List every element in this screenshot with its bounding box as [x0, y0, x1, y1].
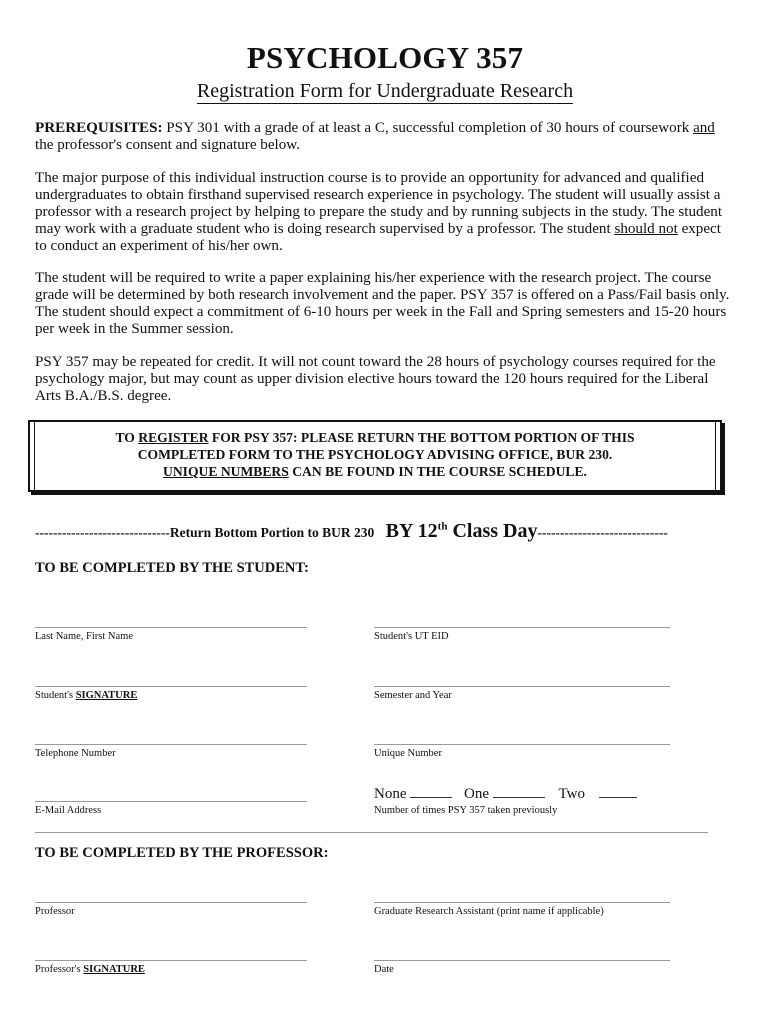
student-section-heading: TO BE COMPLETED BY THE STUDENT: — [35, 560, 309, 576]
times-none-option: None — [374, 786, 407, 802]
semester-year-label: Semester and Year — [374, 690, 452, 701]
times-one-option: One — [464, 786, 489, 802]
professor-name-label: Professor — [35, 906, 75, 917]
telephone-label: Telephone Number — [35, 748, 116, 759]
professor-signature-label: Professor's SIGNATURE — [35, 964, 145, 975]
semester-year-field[interactable] — [374, 686, 670, 701]
times-two-option: Two — [558, 786, 585, 802]
times-two-blank[interactable] — [599, 797, 637, 798]
date-label: Date — [374, 964, 394, 975]
form-title: PSYCHOLOGY 357 — [246, 40, 524, 75]
professor-name-field[interactable] — [35, 902, 307, 917]
times-taken-options — [374, 786, 637, 803]
ut-eid-label: Student's UT EID — [374, 631, 449, 642]
times-none-blank[interactable] — [410, 797, 452, 798]
credit-paragraph: PSY 357 may be repeated for credit. It will not count toward the 28 hours of psychology courses required for the psychology major, but may count as upper division elective hours toward the 120 hours required for the Liberal Arts B.A./B.S. degree. — [35, 354, 716, 404]
email-field[interactable] — [35, 801, 307, 816]
professor-signature-field[interactable] — [35, 960, 307, 975]
unique-number-label: Unique Number — [374, 748, 442, 759]
student-signature-label: Student's SIGNATURE — [35, 690, 138, 701]
registration-notice-box — [28, 420, 722, 492]
purpose-paragraph: The major purpose of this individual instruction course is to provide an opportunity for advanced and qualified undergraduates to obtain firsthand supervised research experience in psychology. The student will usually assist a professor with a research project by helping to prepare the study and by running subjects in the study. The student may work with a graduate student who is doing research supervised by a professor. The student should not expect to conduct an experiment of his/her own. — [35, 170, 723, 254]
paper-paragraph: The student will be required to write a paper explaining his/her experience with the research project. The course grade will be determined by both research involvement and the paper. PSY 357 is offered on a Pass/Fail basis only. The student should expect a commitment of 6-10 hours per week in the Fall and Spring semesters and 15-20 hours per week in the Summer session. — [35, 270, 730, 337]
section-divider — [35, 832, 708, 833]
prerequisites-paragraph: PREREQUISITES: PSY 301 with a grade of at least a C, successful completion of 30 hours of coursework and the professor's consent and signature below. — [35, 120, 715, 153]
email-label: E-Mail Address — [35, 805, 102, 816]
last-first-name-field[interactable] — [35, 627, 307, 642]
last-first-name-label: Last Name, First Name — [35, 631, 133, 642]
ut-eid-field[interactable] — [374, 627, 670, 642]
date-field[interactable] — [374, 960, 670, 975]
prerequisites-label: PREREQUISITES: — [35, 120, 163, 136]
gra-name-label: Graduate Research Assistant (print name if applicable) — [374, 906, 604, 917]
form-subtitle: Registration Form for Undergraduate Research — [196, 80, 574, 102]
times-taken-label: Number of times PSY 357 taken previously — [374, 805, 558, 816]
student-signature-field[interactable] — [35, 686, 307, 701]
professor-section-heading: TO BE COMPLETED BY THE PROFESSOR: — [35, 845, 329, 861]
times-one-blank[interactable] — [493, 797, 545, 798]
gra-name-field[interactable] — [374, 902, 670, 917]
telephone-field[interactable] — [35, 744, 307, 759]
unique-number-field[interactable] — [374, 744, 670, 759]
registration-notice-text: TO REGISTER FOR PSY 357: PLEASE RETURN THE BOTTOM PORTION OF THIS COMPLETED FORM TO THE PSYCHOLOGY ADVISING OFFICE, BUR 230. UNIQUE NUMBERS CAN BE FOUND IN THE COURSE SCHEDULE. — [115, 430, 635, 479]
return-instruction-line: ------------------------------Return Bottom Portion to BUR 230 BY 12th Class Day----------------------------- — [35, 520, 668, 542]
